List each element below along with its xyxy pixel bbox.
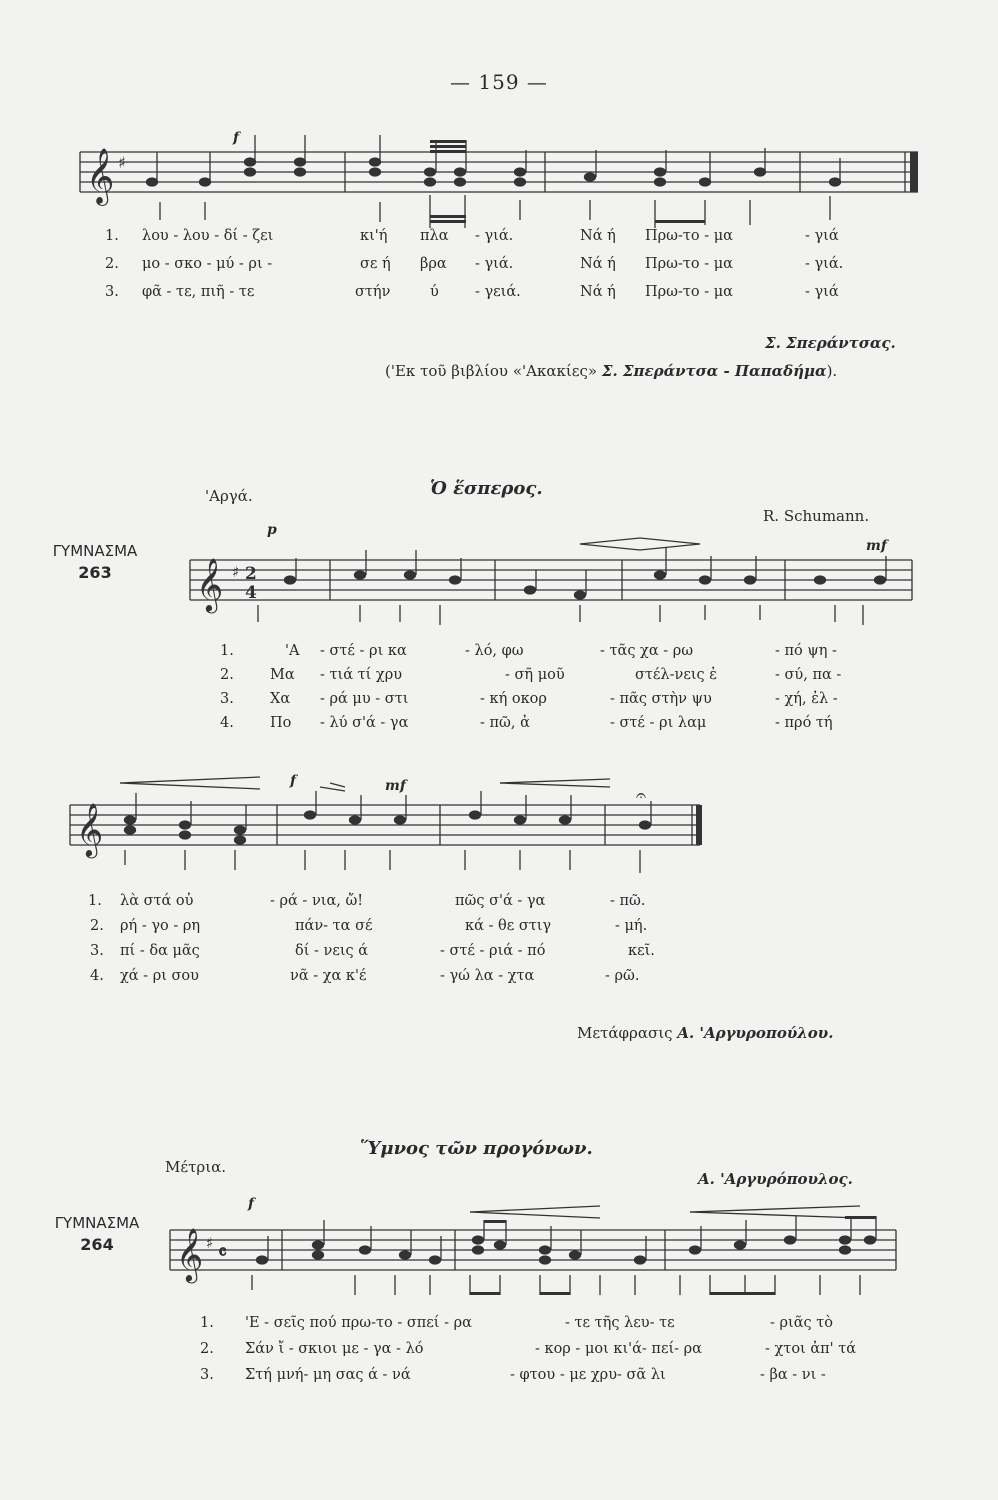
sharp-icon: ♯ bbox=[118, 153, 126, 172]
dynamic-p: p bbox=[267, 522, 277, 538]
piece2-tempo: 'Αργά. bbox=[205, 487, 253, 505]
piece2-translation: Μετάφρασις Α. 'Αργυροπούλου. bbox=[577, 1024, 834, 1042]
piece1-author: Σ. Σπεράντσας. bbox=[765, 334, 896, 352]
svg-text:2: 2 bbox=[245, 564, 257, 584]
svg-text:4: 4 bbox=[245, 583, 257, 603]
piece2-composer: R. Schumann. bbox=[763, 507, 870, 525]
divider-2 bbox=[425, 1083, 555, 1085]
piece3-tempo: Μέτρια. bbox=[165, 1158, 227, 1176]
svg-text:𝄐: 𝄐 bbox=[636, 785, 647, 806]
treble-clef-icon: 𝄞 bbox=[86, 148, 115, 204]
svg-text:♯: ♯ bbox=[232, 563, 240, 581]
piece2-title: Ὁ ἕσπερος. bbox=[430, 478, 543, 499]
staff-piece2-line2 bbox=[0, 765, 998, 875]
svg-text:𝄴: 𝄴 bbox=[218, 1240, 227, 1264]
svg-text:𝄞: 𝄞 bbox=[196, 557, 224, 611]
piece1-source: ('Εκ τοῦ βιβλίου «'Ακακίες» Σ. Σπεράντσα - Παπαδήμα). bbox=[385, 362, 838, 380]
exercise-263-label: ΓΥΜΝΑΣΜΑ 263 bbox=[52, 542, 138, 582]
dynamic-mf-2: mf bbox=[385, 778, 406, 794]
exercise-264-label: ΓΥΜΝΑΣΜΑ 264 bbox=[54, 1214, 140, 1254]
svg-text:𝄞: 𝄞 bbox=[176, 1227, 204, 1281]
svg-text:𝄞: 𝄞 bbox=[76, 802, 104, 856]
page-number: — 159 — bbox=[450, 70, 548, 94]
dynamic-f-2: f bbox=[290, 773, 297, 789]
staff-piece3 bbox=[0, 1190, 998, 1300]
dynamic-f-3: f bbox=[248, 1196, 255, 1212]
svg-text:♯: ♯ bbox=[206, 1234, 214, 1252]
piece3-title: Ὕμνος τῶν προγόνων. bbox=[360, 1138, 593, 1159]
piece3-composer: Α. 'Αργυρόπουλος. bbox=[698, 1170, 853, 1188]
staff-piece2-line1 bbox=[0, 520, 998, 630]
dynamic-mf-1: mf bbox=[866, 538, 887, 554]
divider-1 bbox=[440, 422, 570, 424]
dynamic-f: f bbox=[233, 130, 240, 146]
